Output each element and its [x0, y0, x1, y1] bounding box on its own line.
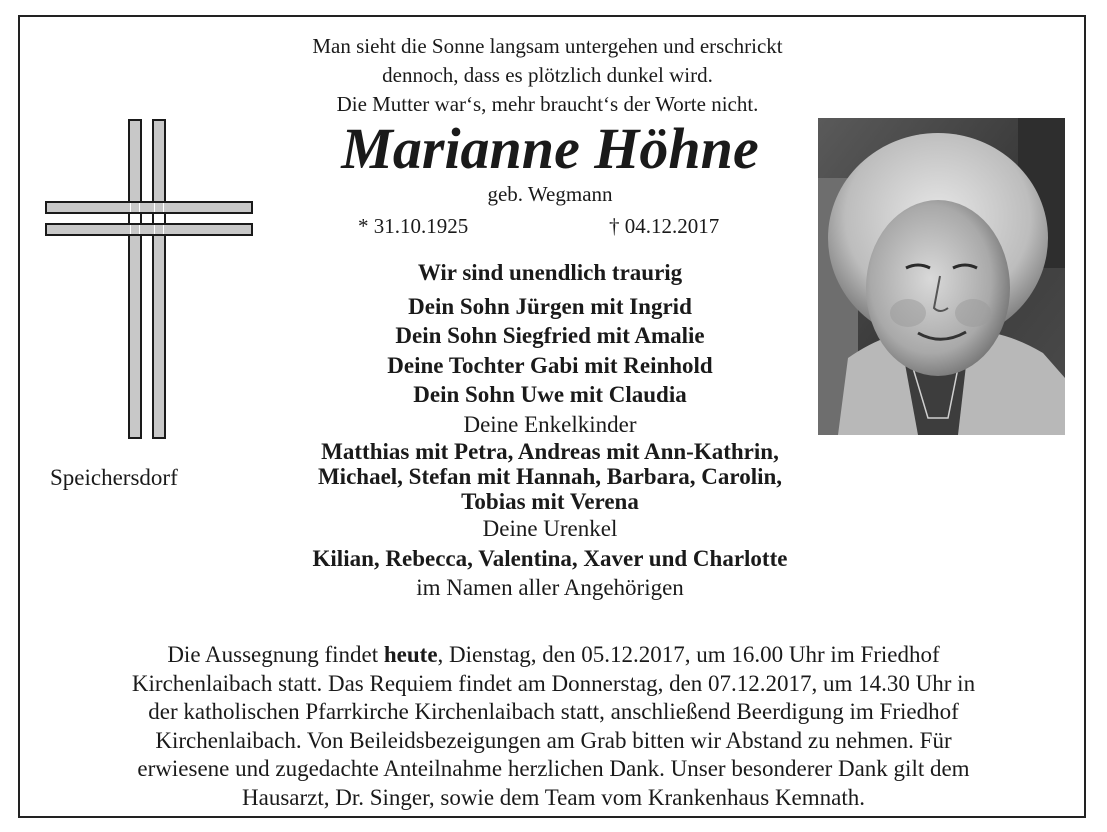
child-entry: Deine Tochter Gabi mit Reinhold — [387, 352, 713, 378]
christian-cross-icon — [44, 118, 254, 443]
family-intro: Wir sind unendlich traurig — [417, 260, 683, 285]
child-entry: Dein Sohn Uwe mit Claudia — [413, 382, 687, 407]
child-entry: Dein Sohn Siegfried mit Amalie — [395, 323, 705, 348]
grandchildren-line: Michael, Stefan mit Hannah, Barbara, Carolin, — [317, 464, 783, 489]
death-date: † 04.12.2017 — [609, 214, 720, 238]
child-entry: Dein Sohn Jürgen mit Ingrid — [408, 293, 692, 319]
notice-line: erwiesene und zugedachte Anteilnahme herzlichen Dank. Unser besonderer Dank gilt dem — [137, 756, 970, 781]
notice-line: Hausarzt, Dr. Singer, sowie dem Team vom Krankenhaus Kemnath. — [242, 784, 865, 810]
notice-text: , Dienstag, den 05.12.2017, um 16.00 Uhr im Friedhof — [437, 642, 940, 667]
quote-line: Die Mutter war‘s, mehr braucht‘s der Worte nicht. — [336, 92, 759, 116]
notice-line — [30, 641, 1077, 670]
grandchildren-line: Tobias mit Verena — [461, 489, 639, 514]
deceased-name: Marianne Höhne — [341, 116, 759, 181]
notice-emphasis: heute — [383, 642, 438, 667]
great-grandchildren-line: Kilian, Rebecca, Valentina, Xaver und Charlotte — [312, 545, 788, 571]
quote-line: dennoch, dass es plötzlich dunkel wird. — [382, 63, 713, 87]
notice-line: der katholischen Pfarrkirche Kirchenlaibach statt, anschließend Beerdigung im Friedhof — [148, 699, 959, 724]
family-closing: im Namen aller Angehörigen — [416, 575, 684, 600]
notice-text: Die Aussegnung findet — [167, 642, 384, 667]
memorial-quote — [215, 32, 880, 119]
birth-name: geb. Wegmann — [487, 182, 613, 206]
quote-line: Man sieht die Sonne langsam untergehen und erschrickt — [312, 34, 783, 58]
notice-line: Kirchenlaibach. Von Beileidsbezeigungen am Grab bitten wir Abstand zu nehmen. Für — [155, 727, 952, 753]
great-grandchildren-label: Deine Urenkel — [482, 516, 618, 541]
place-name: Speichersdorf — [50, 465, 178, 490]
mourners-list — [230, 258, 870, 603]
notice-line: Kirchenlaibach statt. Das Requiem findet am Donnerstag, den 07.12.2017, um 14.30 Uhr in — [131, 670, 976, 696]
grandchildren-label: Deine Enkelkinder — [463, 411, 637, 437]
birth-date: * 31.10.1925 — [358, 214, 469, 238]
grandchildren-line: Matthias mit Petra, Andreas mit Ann-Kathrin, — [321, 439, 779, 464]
funeral-notice — [30, 641, 1077, 812]
